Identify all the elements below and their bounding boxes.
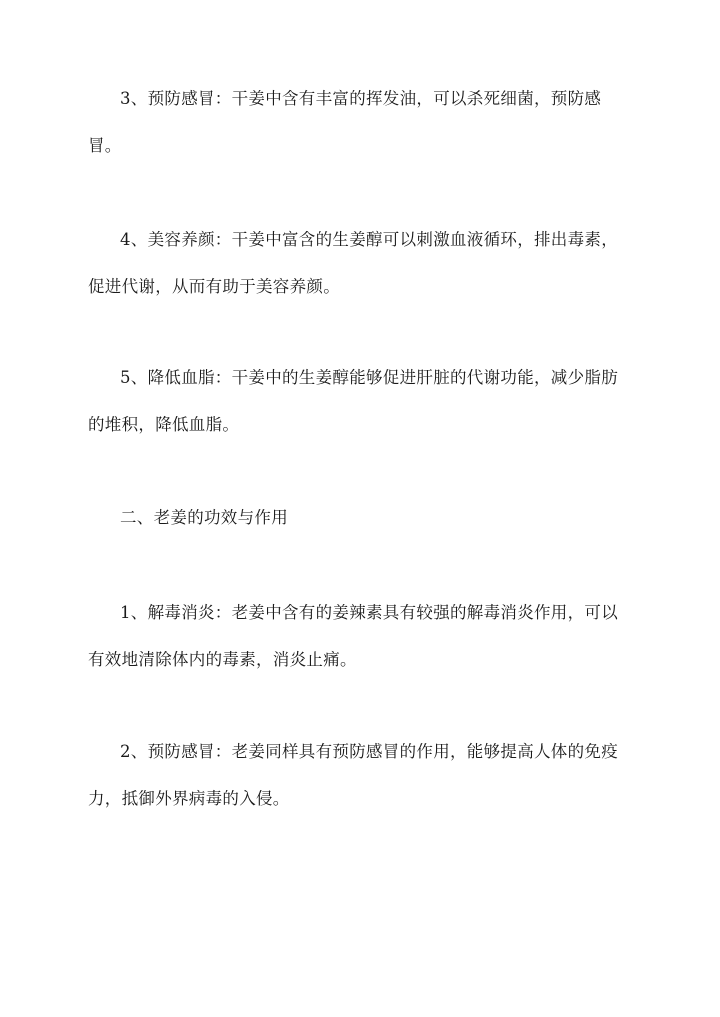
section-heading-old-ginger: 二、老姜的功效与作用 <box>120 508 288 527</box>
paragraph-beauty-dried-ginger: 4、美容养颜：干姜中富含的生姜醇可以刺激血液循环，排出毒素，促进代谢，从而有助于美容养颜。 <box>88 230 618 296</box>
paragraph-prevent-cold-old-ginger: 2、预防感冒：老姜同样具有预防感冒的作用，能够提高人体的免疫力，抵御外界病毒的入侵。 <box>88 742 618 808</box>
paragraph-prevent-cold-dried-ginger: 3、预防感冒：干姜中含有丰富的挥发油，可以杀死细菌，预防感冒。 <box>88 89 602 155</box>
paragraph-detox-old-ginger: 1、解毒消炎：老姜中含有的姜辣素具有较强的解毒消炎作用，可以有效地清除体内的毒素，消炎止痛。 <box>88 603 618 669</box>
paragraph-lower-lipids-dried-ginger: 5、降低血脂：干姜中的生姜醇能够促进肝脏的代谢功能，减少脂肪的堆积，降低血脂。 <box>88 368 618 434</box>
